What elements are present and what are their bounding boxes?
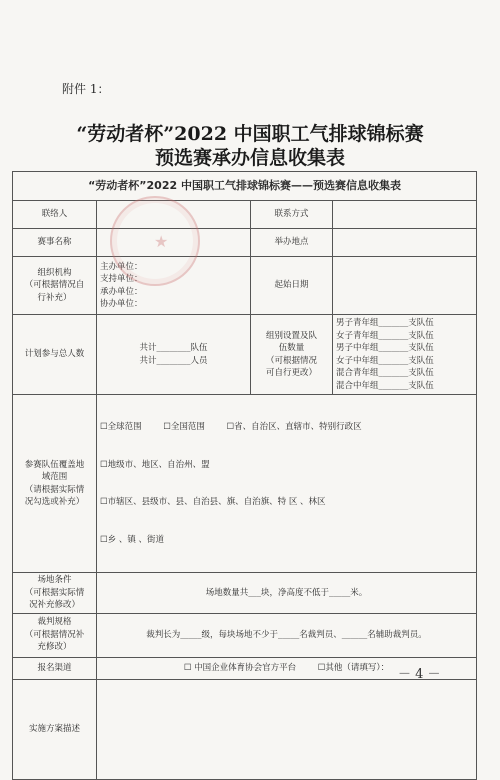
organizer-unit-line: 承办单位： [100, 286, 143, 297]
referee-spec-label: 裁判规格 （可根据情况补 充修改） [13, 613, 97, 657]
coverage-option-line: ☐地级市、地区、自治州、盟 [100, 459, 210, 470]
host-unit-line: 主办单位： [100, 261, 143, 272]
dates-label: 起始日期 [251, 257, 333, 315]
coverage-label: 参赛队伍覆盖地 域范围 （请根据实际情 况勾选或补充） [13, 395, 97, 573]
table-header: “劳动者杯”2022 中国职工气排球锦标赛——预选赛信息收集表 [13, 172, 477, 201]
group-line: 女子中年组_______支队伍 [336, 355, 434, 366]
dates-field[interactable] [333, 257, 477, 315]
group-settings-label: 组别设置及队 伍数量 （可根据情况 可自行更改） [251, 315, 333, 395]
group-line: 男子青年组_______支队伍 [336, 318, 434, 328]
person-count-line: 共计________人员 [139, 355, 208, 366]
group-line: 混合中年组_______支队伍 [336, 380, 434, 391]
group-line: 女子青年组_______支队伍 [336, 330, 434, 341]
site-conditions-label: 场地条件 （可根据实际情 况补充修改） [13, 573, 97, 614]
coverage-option-line: ☐乡 、镇 、街道 [100, 534, 165, 545]
plan-description-field[interactable] [97, 679, 477, 779]
group-settings-field[interactable] [333, 315, 477, 395]
organization-label: 组织机构 （可根据情况自 行补充） [13, 257, 97, 315]
registration-channel-field[interactable]: ☐ 中国企业体育协会官方平台 ☐其他（请填写）： [97, 657, 477, 679]
coverage-field[interactable] [97, 395, 477, 573]
group-line: 男子中年组_______支队伍 [336, 343, 434, 353]
referee-spec-field[interactable]: 裁判长为_____级，每块场地不少于_____名裁判员、______名辅助裁判员。 [97, 613, 477, 657]
site-conditions-field[interactable]: 场地数量共___块，净高度不低于_____米。 [97, 573, 477, 614]
co-organizer-unit-line: 协办单位： [100, 299, 143, 309]
page-number: － 4 － [398, 667, 441, 682]
coverage-option-line: ☐市辖区、县级市、县、自治县、旗、自治旗、特 区 、林区 [100, 497, 326, 507]
team-count-line: 共计________队伍 [139, 343, 208, 353]
venue-field[interactable] [333, 229, 477, 257]
contact-method-field[interactable] [333, 201, 477, 229]
registration-channel-label: 报名渠道 [13, 657, 97, 679]
contact-method-label: 联系方式 [251, 201, 333, 229]
plan-description-label: 实施方案描述 [13, 679, 97, 779]
document-title-line-1: “劳动者杯”2022 中国职工气排球锦标赛 [76, 123, 424, 145]
star-icon: ★ [154, 232, 169, 251]
group-line: 混合青年组_______支队伍 [336, 368, 434, 378]
planned-participants-label: 计划参与总人数 [13, 315, 97, 395]
info-collection-table [12, 171, 477, 780]
event-name-label: 赛事名称 [13, 229, 97, 257]
contact-person-label: 联络人 [13, 201, 97, 229]
coverage-option-line: ☐全球范围 ☐全国范围 ☐省、自治区、直辖市、特别行政区 [100, 422, 362, 432]
document-title-line-2: 预选赛承办信息收集表 [154, 147, 345, 169]
venue-label: 举办地点 [251, 229, 333, 257]
planned-participants-field[interactable] [97, 315, 251, 395]
annex-label: 附件 1： [62, 82, 110, 96]
official-seal-stamp [110, 196, 200, 286]
support-unit-line: 支持单位： [100, 274, 143, 284]
